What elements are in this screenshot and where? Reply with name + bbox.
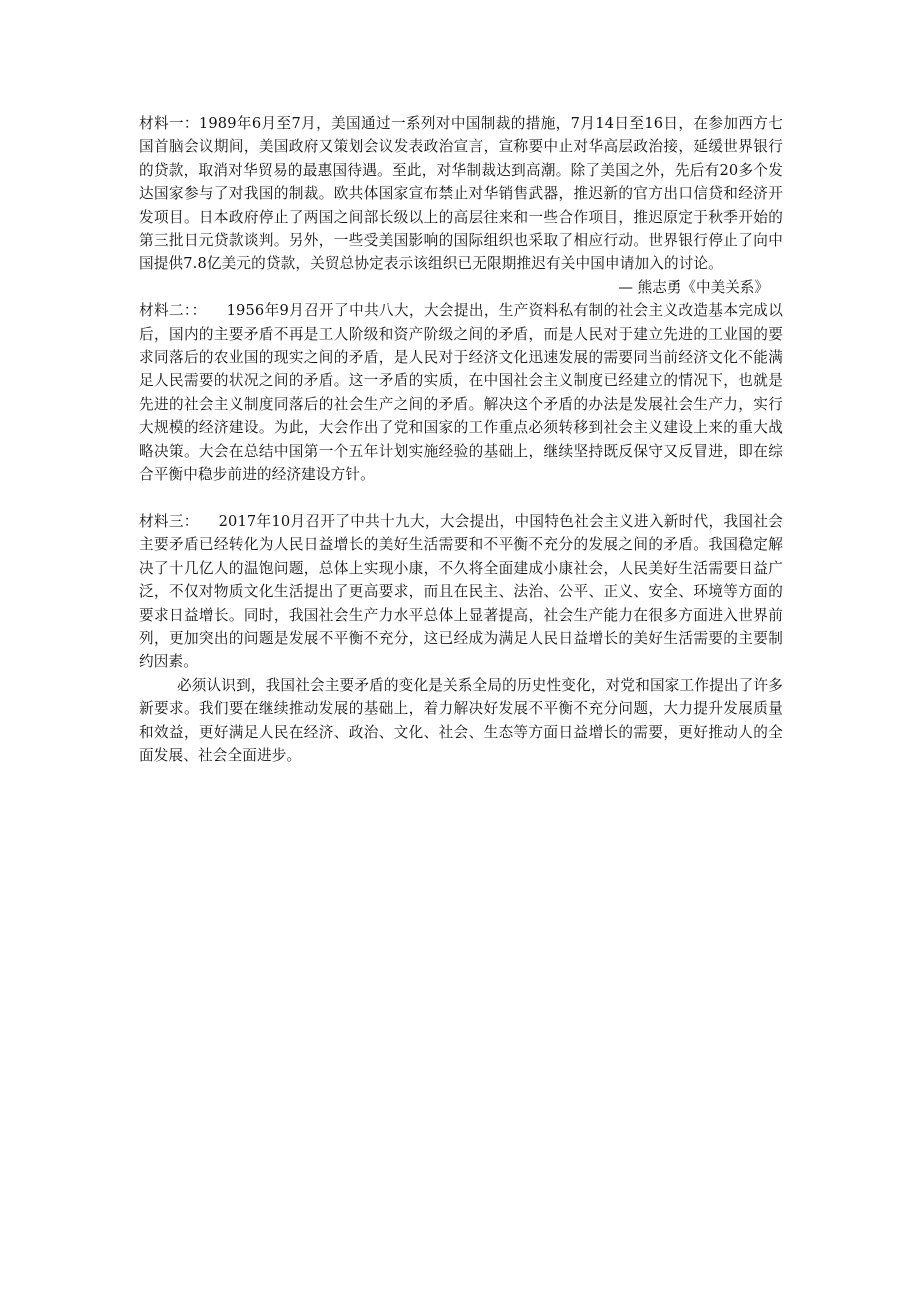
- material-three-label: 材料三：: [139, 512, 199, 530]
- material-one-source: — 熊志勇《中美关系》: [618, 278, 769, 296]
- document-body: [139, 112, 783, 767]
- material-three-text-2: 必须认识到，我国社会主要矛盾的变化是关系全局的历史性变化，对党和国家工作提出了许多新要求。我们要在继续推动发展的基础上，着力解决好发展不平衡不充分问题，大力提升发展质量和效益，更好满足人民在经济、政治、文化、社会、生态等方面日益增长的需要，更好推动人的全面发展、社会全面进步。: [139, 676, 783, 764]
- material-three-paragraph: [139, 510, 783, 674]
- material-three-paragraph-2: [139, 674, 783, 768]
- paragraph-gap: [139, 487, 783, 510]
- material-two-text: 1956年9月召开了中共八大，大会提出，生产资料私有制的社会主义改造基本完成以后，国内的主要矛盾不再是工人阶级和资产阶级之间的矛盾，而是人民对于建立先进的工业国的要求同落后的农业国的现实之间的矛盾，是人民对于经济文化迅速发展的需要同当前经济文化不能满足人民需要的状况之间的矛盾。这一矛盾的实质，在中国社会主义制度已经建立的情况下，也就是先进的社会主义制度同落后的社会生产之间的矛盾。解决这个矛盾的办法是发展社会生产力，实行大规模的经济建设。为此，大会作出了党和国家的工作重点必须转移到社会主义建设上来的重大战略决策。大会在总结中国第一个五年计划实施经验的基础上，继续坚持既反保守又反冒进，即在综合平衡中稳步前进的经济建设方针。: [139, 302, 784, 484]
- material-one-paragraph: [139, 112, 783, 276]
- material-one-text: 1989年6月至7月，美国通过一系列对中国制裁的措施，7月14日至16日，在参加西方七国首脑会议期间，美国政府又策划会议发表政治宣言，宣称要中止对华高层政治接，延缓世界银行的贷款，取消对华贸易的最惠国待遇。至此，对华制裁达到高潮。除了美国之外，先后有20多个发达国家参与了对我国的制裁。欧共体国家宣布禁止对华销售武器，推迟新的官方出口信贷和经济开发项目。日本政府停止了两国之间部长级以上的高层往来和一些合作项目，推迟原定于秋季开始的第三批日元贷款谈判。另外，一些受美国影响的国际组织也采取了相应行动。世界银行停止了向中国提供7.8亿美元的贷款，关贸总协定表示该组织已无限期推迟有关中国申请加入的讨论。: [139, 115, 783, 273]
- material-three-text: 2017年10月召开了中共十九大，大会提出，中国特色社会主义进入新时代，我国社会主要矛盾已经转化为人民日益增长的美好生活需要和不平衡不充分的发展之间的矛盾。我国稳定解决了十几亿人的温饱问题，总体上实现小康，不久将全面建成小康社会，人民美好生活需要日益广泛，不仅对物质文化生活提出了更高要求，而且在民主、法治、公平、正义、安全、环境等方面的要求日益增长。同时，我国社会生产力水平总体上显著提高，社会生产能力在很多方面进入世界前列，更加突出的问题是发展不平衡不充分，这已经成为满足人民日益增长的美好生活需要的主要制约因素。: [139, 512, 783, 671]
- material-two-paragraph: [139, 299, 783, 486]
- material-two-label: 材料二：：: [139, 302, 207, 320]
- material-one-label: 材料一：: [139, 115, 199, 132]
